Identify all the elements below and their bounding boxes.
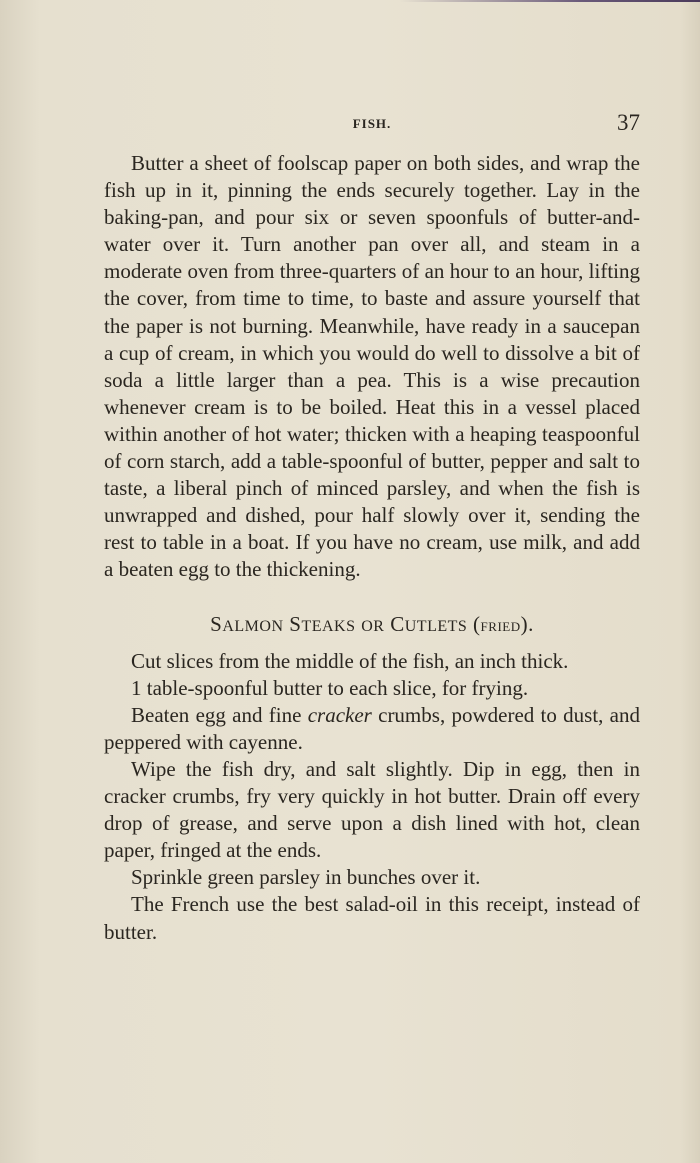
recipe-line-3 (104, 702, 640, 756)
recipe-heading: SALMON STEAKS OR CUTLETS (FRIED). (210, 611, 534, 636)
page-header (104, 110, 640, 140)
running-head: FISH. (352, 116, 392, 131)
recipe-line-5: Sprinkle green parsley in bunches over it. (131, 865, 481, 890)
heading-word: OR (361, 617, 385, 635)
recipe-line-4: Wipe the fish dry, and salt slightly. Dip in egg, then in cracker crumbs, fry very quickly in hot butter. Drain off every drop of grease, and serve upon a dish lined with hot, clean paper, fringed at the ends. (104, 756, 640, 863)
page-edge-rule (400, 0, 700, 2)
recipe-line-3-start: Beaten egg and fine (131, 702, 308, 727)
recipe-line-6: The French use the best salad-oil in this receipt, instead of butter. (104, 892, 640, 944)
heading-word: TEAKS (301, 617, 356, 635)
heading-note: FRIED (480, 618, 521, 634)
heading-word: UTLETS (404, 617, 468, 635)
heading-initial: S (210, 611, 223, 636)
heading-initial: S (289, 611, 302, 636)
recipe-line-3-end: crumbs, powdered to dust, and peppered with cayenne. (104, 702, 640, 754)
recipe-line-2: 1 table-spoonful butter to each slice, for frying. (131, 675, 529, 700)
heading-initial: C (390, 611, 405, 636)
recipe-line-3-italic: cracker (307, 702, 372, 727)
recipe-line-1: Cut slices from the middle of the fish, an inch thick. (131, 648, 569, 673)
paragraph-1: Butter a sheet of foolscap paper on both sides, and wrap the fish up in it, pinning the ends securely together. Lay in the baking-pan, and pour six or seven spoonfuls of butter-and-water over it. Turn another pan over all, and steam in a moderate oven from three-quarters of an hour to an hour, lifting the cover, from time to time, to baste and assure yourself that the paper is not burning. Meanwhile, have ready in a saucepan a cup of cream, in which you would do well to dissolve a bit of soda a little larger than a pea. This is a wise precaution whenever cream is to be boiled. Heat this in a vessel placed within another of hot water; thicken with a heaping teaspoonful of corn starch, add a table-spoonful of butter, pepper and salt to taste, a liberal pinch of minced parsley, and when the fish is unwrapped and dished, pour half slowly over it, sending the rest to table in a boat. If you have no cream, use milk, and add a beaten egg to the thickening. (104, 151, 640, 582)
page-number: 37 (617, 110, 640, 135)
heading-word: ALMON (222, 617, 284, 635)
page-body (104, 150, 640, 946)
